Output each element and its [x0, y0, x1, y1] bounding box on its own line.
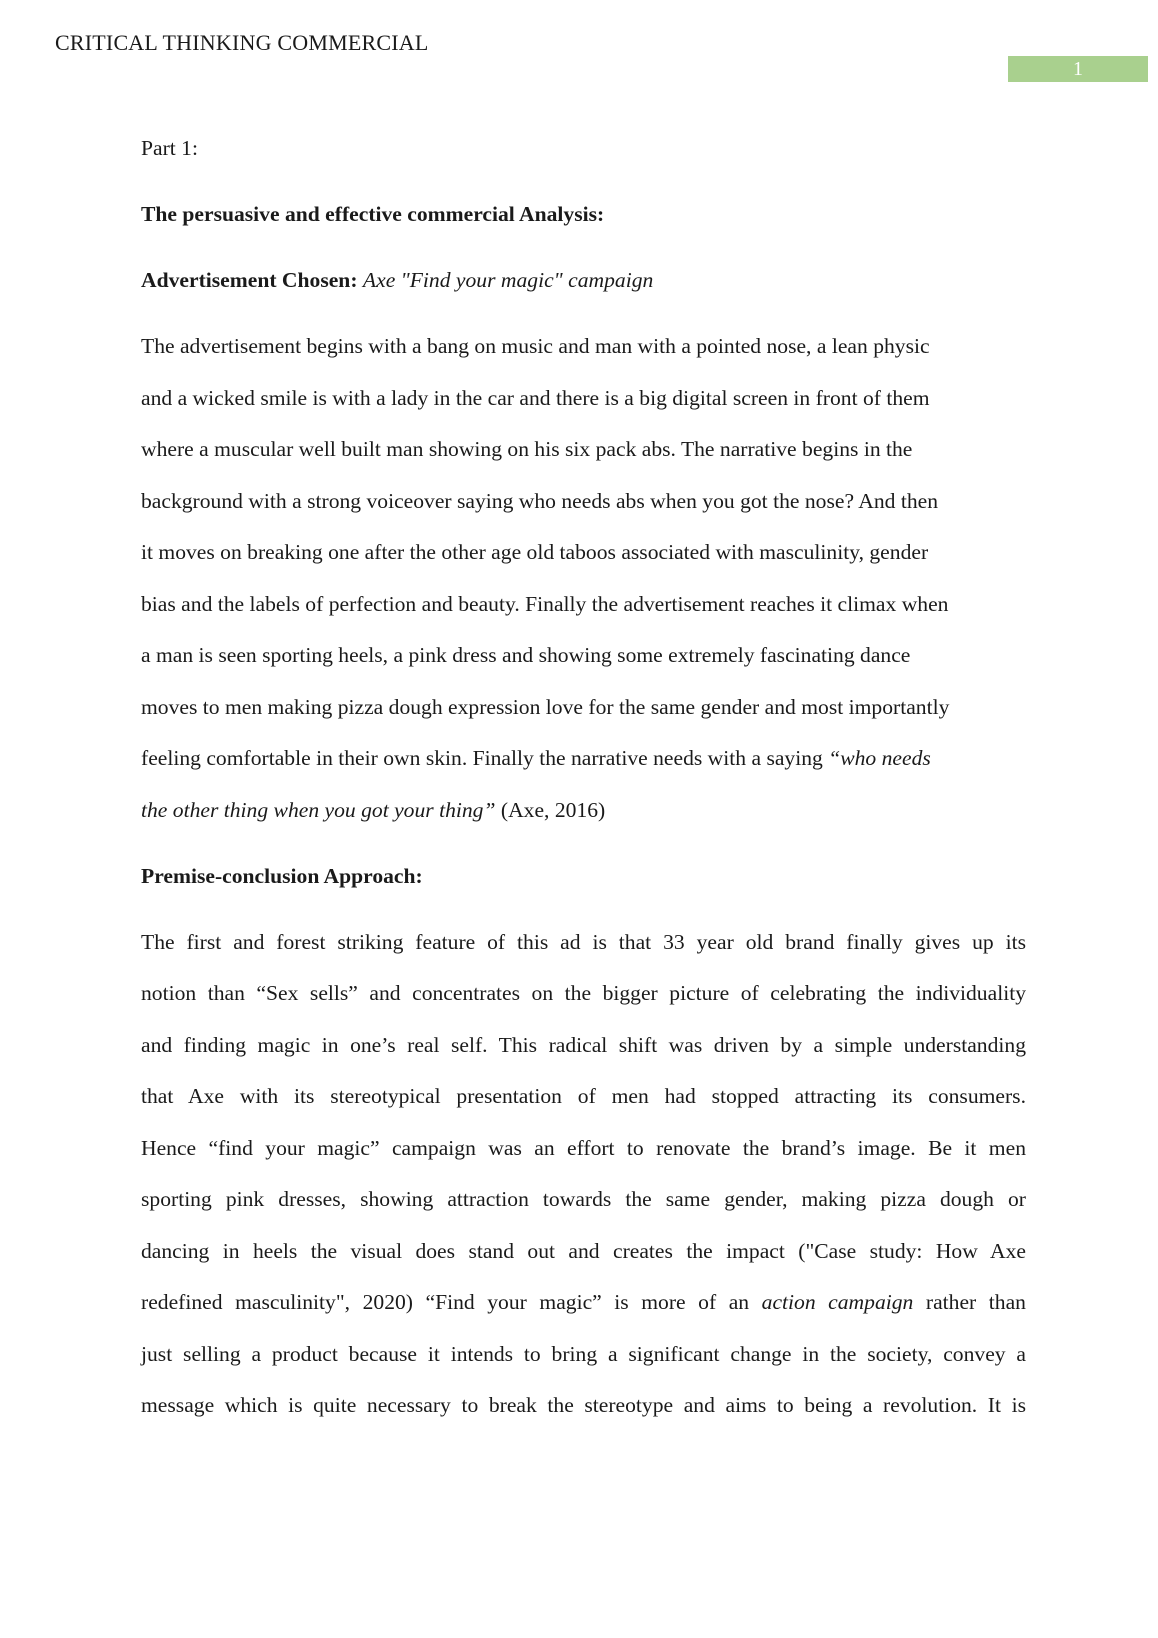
paragraph2-line: that Axe with its stereotypical presentation of men had stopped attracting its consumers. [141, 1084, 1026, 1108]
running-head: CRITICAL THINKING COMMERCIAL [55, 30, 429, 55]
paragraph2-line [141, 1288, 1026, 1316]
paragraph2-text: rather than [925, 1290, 1026, 1314]
paragraph2-line: just selling a product because it intends to bring a significant change in the society, convey a [141, 1342, 1026, 1366]
paragraph2-line: The first and forest striking feature of this ad is that 33 year old brand finally gives up its [141, 930, 1026, 954]
paragraph1-line: it moves on breaking one after the other age old taboos associated with masculinity, gender [141, 540, 929, 564]
paragraph1-line [141, 796, 605, 824]
quote-end: the other thing when you got your thing” [141, 798, 496, 822]
paragraph1-line: and a wicked smile is with a lady in the car and there is a big digital screen in front of them [141, 386, 930, 410]
citation: (Axe, 2016) [495, 798, 606, 822]
paragraph1-text: feeling comfortable in their own skin. Finally the narrative needs with a saying [141, 746, 829, 770]
paragraph2-line: Hence “find your magic” campaign was an effort to renovate the brand’s image. Be it men [141, 1136, 1026, 1160]
part-label: Part 1: [141, 136, 198, 160]
paragraph1-line: a man is seen sporting heels, a pink dress and showing some extremely fascinating dance [141, 643, 911, 667]
quote-start: “who needs [828, 746, 931, 770]
premise-heading: Premise-conclusion Approach: [141, 864, 423, 888]
paragraph2-line: and finding magic in one’s real self. This radical shift was driven by a simple understanding [141, 1033, 1026, 1057]
paragraph1-line [141, 744, 931, 772]
paragraph2-line: sporting pink dresses, showing attraction towards the same gender, making pizza dough or [141, 1187, 1026, 1211]
paragraph1-line: bias and the labels of perfection and beauty. Finally the advertisement reaches it climax when [141, 592, 949, 616]
paragraph2-line: notion than “Sex sells” and concentrates on the bigger picture of celebrating the individuality [141, 981, 1026, 1005]
paragraph1-line: The advertisement begins with a bang on music and man with a pointed nose, a lean physic [141, 334, 930, 358]
analysis-heading: The persuasive and effective commercial Analysis: [141, 202, 605, 226]
ad-chosen-line [141, 266, 653, 294]
ad-chosen-title: Axe "Find your magic" campaign [362, 268, 654, 292]
ad-chosen-label: Advertisement Chosen: [141, 268, 358, 292]
paragraph2-text: redefined masculinity", 2020) “Find your magic” is more of an [141, 1290, 762, 1314]
page-number: 1 [1008, 56, 1148, 82]
action-campaign-text: action campaign [761, 1290, 914, 1314]
paragraph2-line: dancing in heels the visual does stand out and creates the impact ("Case study: How Axe [141, 1239, 1026, 1263]
paragraph1-line: background with a strong voiceover saying who needs abs when you got the nose? And then [141, 489, 938, 513]
paragraph2-line: message which is quite necessary to break the stereotype and aims to being a revolution. It is [141, 1393, 1026, 1417]
paragraph1-line: where a muscular well built man showing on his six pack abs. The narrative begins in the [141, 437, 913, 461]
paragraph1-line: moves to men making pizza dough expression love for the same gender and most importantly [141, 695, 950, 719]
